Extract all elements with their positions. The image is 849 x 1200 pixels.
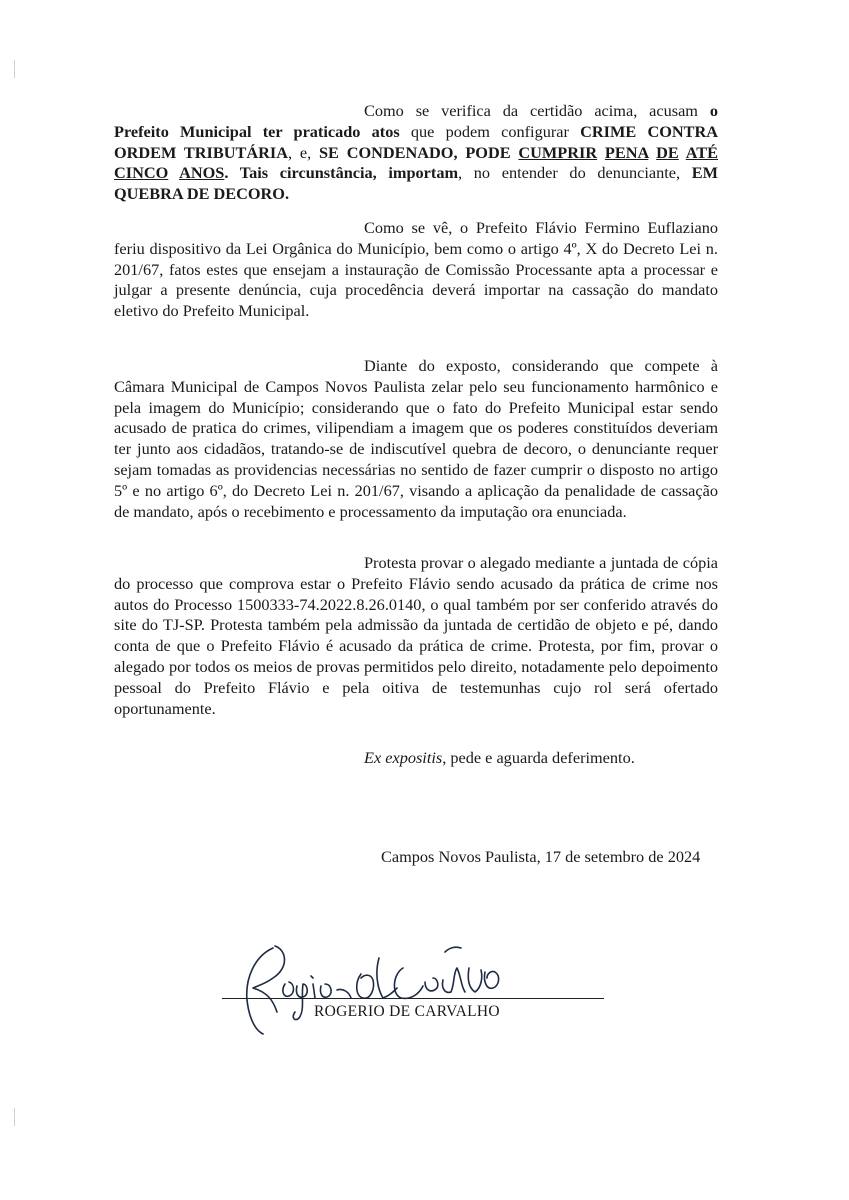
text-run: CRIME CONTRA ORDEM TRIBUTÁRIA [114, 121, 718, 162]
closing-latin: Ex expositis [364, 748, 443, 767]
text-run: Protesta provar o alegado mediante a juntada de cópia do processo que comprova estar o Prefeito Flávio sendo acusado da prática de crime nos autos do Processo 1500333-74.2022.8.26.0140, o qual também por ser conferido através do site do TJ-SP. Protesta também pela admissão da juntada de certidão de objeto e pé, dando conta de que o Prefeito Flávio é acusado da prática de crime. Protesta, por fim, provar o alegado por todos os meios de provas permitidos pelo direito, notadamente pelo depoimento pessoal do Prefeito Flávio e pela oitiva de testemunhas cujo rol será ofertado oportunamente. [114, 553, 718, 718]
text-run: Como se vê, o Prefeito Flávio Fermino Euflaziano feriu dispositivo da Lei Orgânica do Município, bem como o artigo 4º, X do Decreto Lei n. 201/67, fatos estes que ensejam a instauração de Comissão Processante apta a processar e julgar a presente denúncia, cuja procedência deverá importar na cassação do mandato eletivo do Prefeito Municipal. [114, 218, 718, 321]
signature-line [222, 998, 604, 999]
paragraph-request [114, 356, 718, 522]
signatory-name: ROGERIO DE CARVALHO [314, 1003, 500, 1020]
paragraph-accusation [114, 101, 718, 205]
text-run: ANOS [179, 163, 225, 183]
text-run: DE [656, 142, 679, 162]
text-run [168, 163, 179, 182]
paragraph-violation [114, 218, 718, 322]
place-date: Campos Novos Paulista, 17 de setembro de 2024 [381, 847, 701, 866]
closing-rest: , pede e aguarda deferimento. [442, 748, 635, 767]
text-run: Como se verifica da certidão acima, acusam [364, 101, 710, 120]
text-run: o Prefeito Municipal ter praticado atos [114, 101, 718, 141]
text-run: ATÉ CINCO [114, 142, 718, 183]
text-run: Diante do exposto, considerando que compete à Câmara Municipal de Campos Novos Paulista zelar pelo seu funcionamento harmônico e pela imagem do Município; considerando que o fato do Prefeito Municipal estar sendo acusado de pratica do crimes, vilipendiam a imagem que os poderes constituídos deveriam ter junto aos cidadãos, tratando-se de indiscutível quebra de decoro, o denunciante requer sejam tomadas as providencias necessárias no sentido de fazer cumprir o disposto no artigo 5º e no artigo 6º, do Decreto Lei n. 201/67, visando a aplicação da penalidade de cassação de mandato, após o recebimento e processamento da imputação ora enunciada. [114, 356, 718, 521]
text-run: que podem configurar [399, 121, 581, 141]
text-run [648, 143, 656, 162]
text-run: . Tais circunstância, importam [224, 163, 459, 183]
text-run: CUMPRIR [518, 142, 598, 162]
text-run: SE CONDENADO, PODE [319, 142, 519, 162]
text-run [679, 143, 686, 162]
closing-line [364, 748, 635, 769]
text-run: , no entender do denunciante, [458, 163, 692, 183]
text-run [597, 143, 605, 162]
scan-edge-mark [14, 60, 15, 78]
text-run: , e, [287, 142, 319, 162]
paragraph-evidence [114, 553, 718, 719]
text-run: EM QUEBRA DE DECORO. [114, 163, 719, 204]
handwritten-signature [225, 938, 525, 1038]
scan-edge-mark [14, 1108, 15, 1126]
text-run: PENA [604, 142, 649, 162]
